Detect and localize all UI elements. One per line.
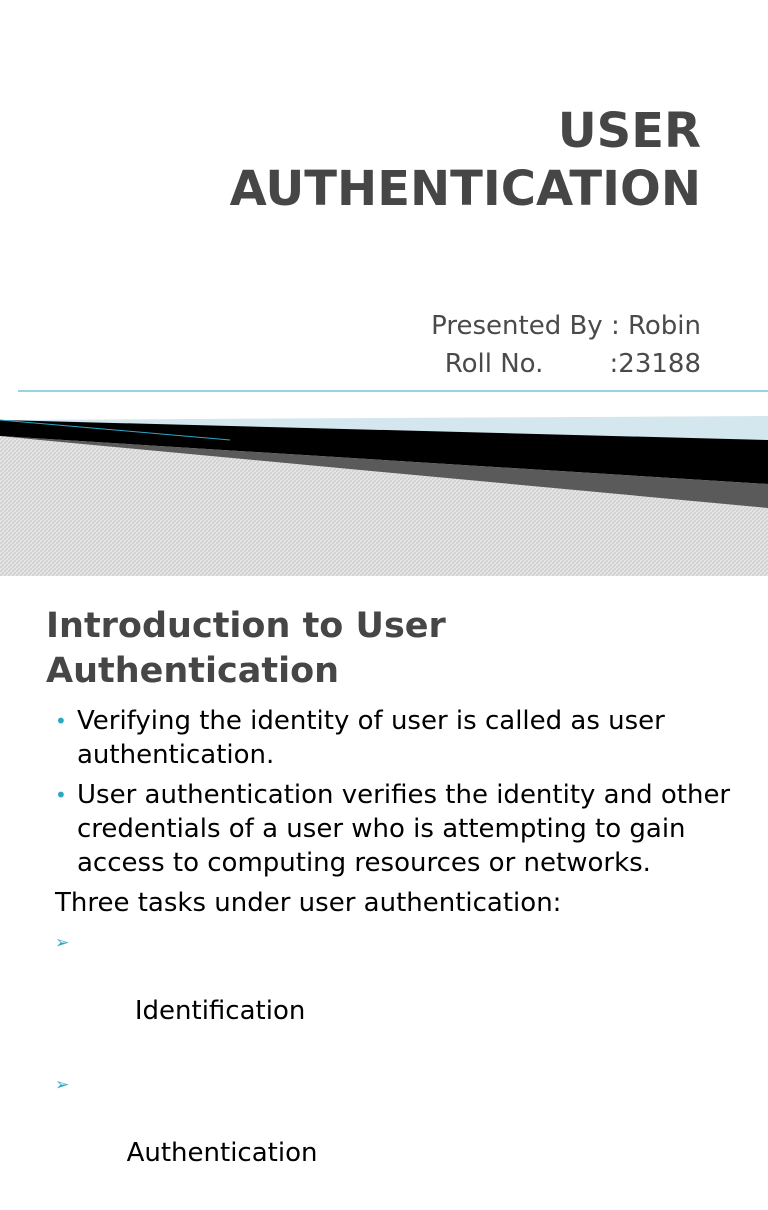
presenter-name: Presented By : Robin (431, 311, 701, 341)
bullet-text: User authentication verifies the identity and other credentials of a user who is attempting to gain access to computing resources or networks. (77, 780, 731, 878)
slide-title (41, 102, 701, 218)
task-item (55, 1068, 745, 1204)
bullet-item (55, 778, 745, 880)
title-line-1: USER (557, 103, 701, 159)
bullet-dot-icon: • (55, 783, 67, 807)
intro-heading (46, 604, 726, 694)
bullet-text: Verifying the identity of user is called as user authentication. (77, 706, 665, 770)
bullet-list (55, 704, 745, 1210)
arrow-right-icon: ➢ (55, 933, 70, 953)
intro-slide (0, 576, 768, 1168)
title-slide (0, 0, 768, 576)
title-line-2: AUTHENTICATION (229, 161, 701, 217)
task-text: Identification (126, 996, 306, 1026)
bullet-dot-icon: • (55, 709, 67, 733)
arrow-right-icon: ➢ (55, 1075, 70, 1095)
roll-number: Roll No. :23188 (444, 349, 701, 379)
bullet-item (55, 704, 745, 772)
heading-line-2: Authentication (46, 651, 340, 691)
heading-line-1: Introduction to User (46, 606, 446, 646)
task-item (55, 926, 745, 1062)
decorative-band (0, 380, 768, 576)
tasks-intro: Three tasks under user authentication: (55, 888, 562, 918)
task-text: Authentication (126, 1138, 318, 1168)
